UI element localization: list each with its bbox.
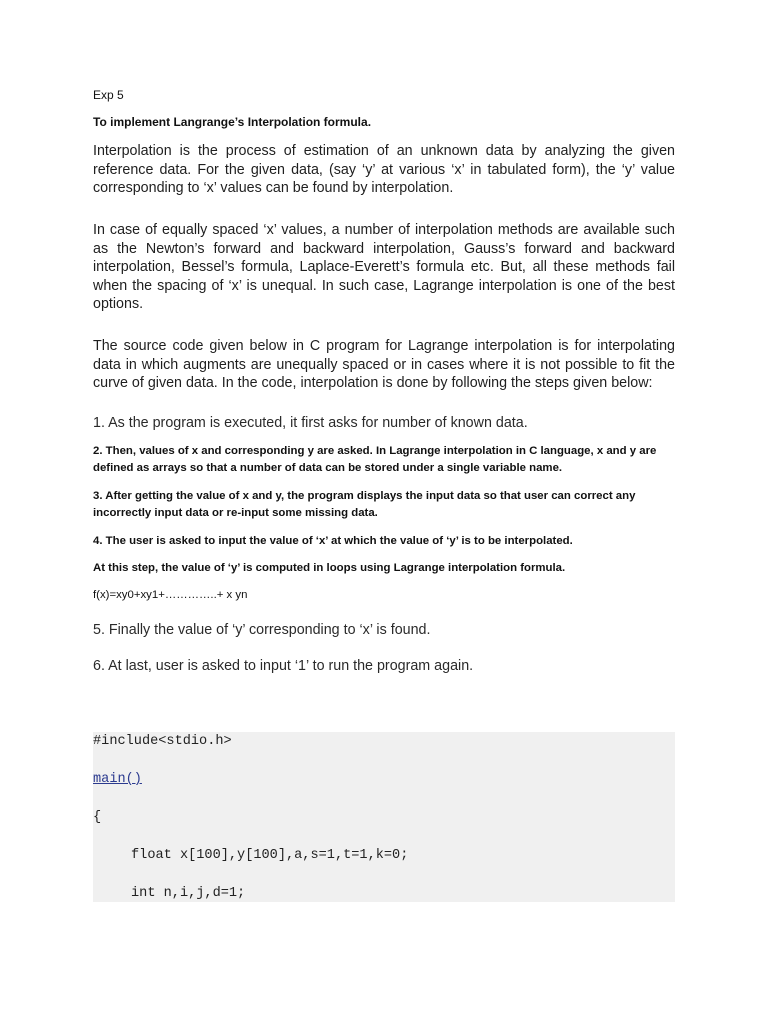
document-page [93, 0, 675, 1024]
step-5: 5. Finally the value of ‘y’ corresponding to ‘x’ is found. [93, 622, 431, 638]
code-line-include: #include<stdio.h> [93, 734, 232, 749]
intro-paragraph: Interpolation is the process of estimation of an unknown data by analyzing the given reference data. For the given data, (say ‘y’ at various ‘x’ in tabulated form), the ‘y’ value corresponding to ‘x’ values can be found by interpolation. [93, 143, 675, 197]
experiment-label: Exp 5 [93, 88, 124, 102]
code-line-main-link[interactable]: main() [93, 772, 142, 787]
source-code-paragraph: The source code given below in C program for Lagrange interpolation is for interpolating data in which augments are unequally spaced or in cases where it is not possible to fit the curve of given data. In the code, interpolation is done by following the steps given below: [93, 338, 675, 392]
document-title: To implement Langrange’s Interpolation formula. [93, 115, 372, 129]
step-1: 1. As the program is executed, it first asks for number of known data. [93, 415, 528, 431]
code-line-float-decl: float x[100],y[100],a,s=1,t=1,k=0; [131, 848, 409, 863]
step-4: 4. The user is asked to input the value of ‘x’ at which the value of ‘y’ is to be interpolated. [93, 535, 573, 547]
code-block [93, 732, 675, 902]
code-line-int-decl: int n,i,j,d=1; [131, 886, 246, 901]
step-3: 3. After getting the value of x and y, the program displays the input data so that user can correct any incorrectly input data or re-input some missing data. [93, 490, 636, 519]
lagrange-formula: f(x)=xy0+xy1+…………..+ x yn [93, 589, 248, 601]
methods-paragraph: In case of equally spaced ‘x’ values, a number of interpolation methods are available such as the Newton’s forward and backward interpolation, Gauss’s forward and backward interpolation, Bessel’s formula, Laplace-Everett’s formula etc. But, all these methods fail when the spacing of ‘x’ is unequal. In such case, Lagrange interpolation is one of the best options. [93, 222, 675, 313]
step-6: 6. At last, user is asked to input ‘1’ to run the program again. [93, 658, 474, 674]
step-2: 2. Then, values of x and corresponding y are asked. In Lagrange interpolation in C language, x and y are defined as arrays so that a number of data can be stored under a single variable name. [93, 445, 657, 474]
code-line-open-brace: { [93, 810, 102, 825]
step-4-note: At this step, the value of ‘y’ is computed in loops using Lagrange interpolation formula. [93, 562, 566, 574]
